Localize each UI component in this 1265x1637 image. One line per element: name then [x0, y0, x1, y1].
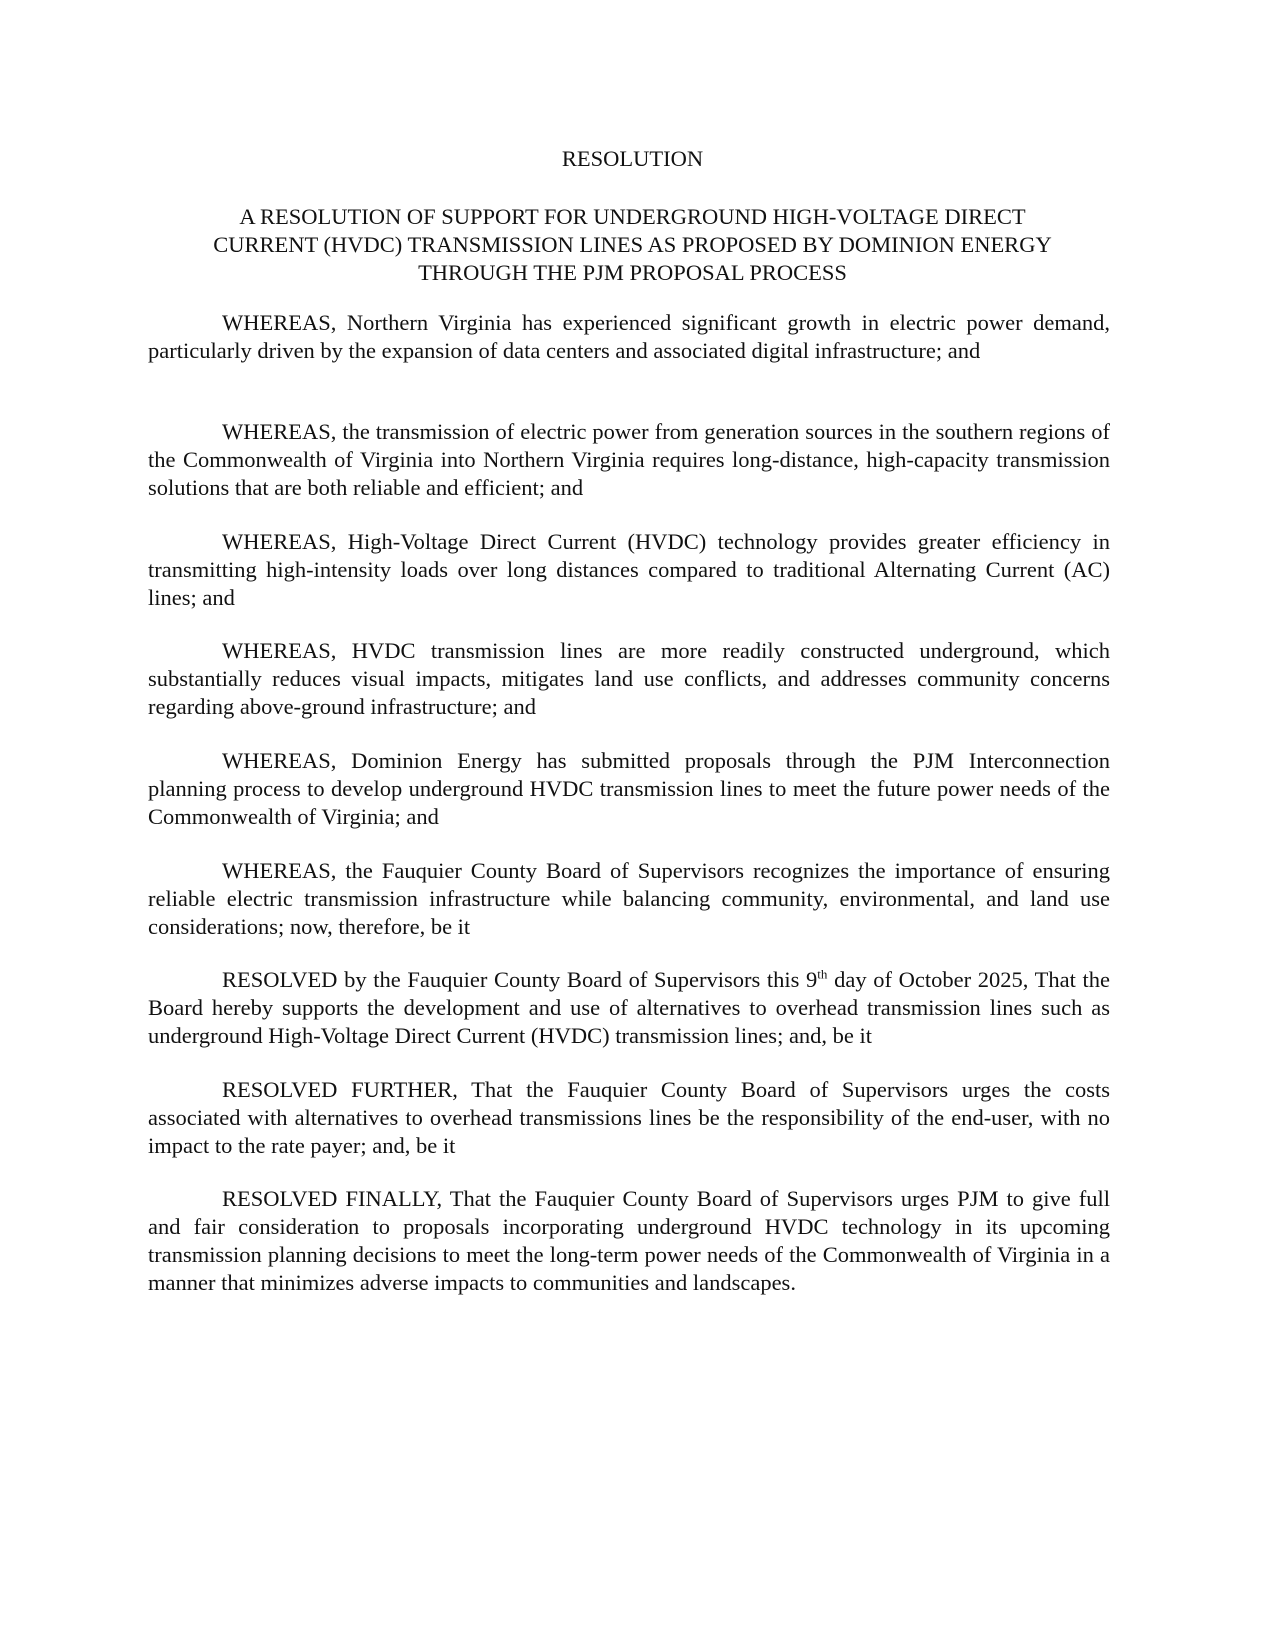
paragraph-text: That the Fauquier County Board of Supervisors urges the costs associated with alternatives to overhead transmissions lines be the responsibility of the end-user, with no impact to the rate payer; and, be it — [148, 1077, 1110, 1158]
whereas-paragraph-5 — [148, 747, 1110, 831]
resolved-paragraph — [148, 966, 1110, 1050]
document-heading: RESOLUTION — [561, 146, 704, 171]
paragraph-text: the transmission of electric power from generation sources in the southern regions of the Commonwealth of Virginia into Northern Virginia requires long-distance, high-capacity transmission solutions that are both reliable and efficient; and — [148, 419, 1110, 500]
resolution-title-line-3: THROUGH THE PJM PROPOSAL PROCESS — [418, 260, 847, 285]
paragraph-text: Northern Virginia has experienced significant growth in electric power demand, particularly driven by the expansion of data centers and associated digital infrastructure; and — [148, 310, 1110, 363]
paragraph-lead: WHEREAS, — [222, 310, 337, 335]
paragraph-lead: WHEREAS, — [222, 419, 337, 444]
resolution-title-line-1: A RESOLUTION OF SUPPORT FOR UNDERGROUND HIGH-VOLTAGE DIRECT — [239, 204, 1026, 229]
whereas-paragraph-6 — [148, 857, 1110, 941]
paragraph-text: High-Voltage Direct Current (HVDC) technology provides greater efficiency in transmitting high-intensity loads over long distances compared to traditional Alternating Current (AC) lines; and — [148, 529, 1110, 610]
whereas-paragraph-4 — [148, 637, 1110, 721]
whereas-paragraph-3 — [148, 528, 1110, 612]
paragraph-lead: RESOLVED FURTHER, — [222, 1077, 458, 1102]
paragraph-text: the Fauquier County Board of Supervisors recognizes the importance of ensuring reliable electric transmission infrastructure while balancing community, environmental, and land use considerations; now, therefore, be it — [148, 858, 1110, 939]
resolved-further-paragraph — [148, 1076, 1110, 1160]
paragraph-lead: WHEREAS, — [222, 858, 337, 883]
ordinal-suffix: th — [817, 966, 828, 982]
paragraph-lead: RESOLVED FINALLY, — [222, 1186, 443, 1211]
paragraph-text: day of October 2025, That the Board hereby supports the development and use of alternatives to overhead transmission lines such as underground High-Voltage Direct Current (HVDC) transmission lines; and, be it — [148, 967, 1110, 1048]
paragraph-text: HVDC transmission lines are more readily constructed underground, which substantially reduces visual impacts, mitigates land use conflicts, and addresses community concerns regarding above-ground infrastructure; and — [148, 638, 1110, 719]
paragraph-lead: RESOLVED by the Fauquier County Board of Supervisors this 9 — [222, 967, 818, 992]
whereas-paragraph-2 — [148, 418, 1110, 502]
paragraph-text: That the Fauquier County Board of Supervisors urges PJM to give full and fair consideration to proposals incorporating underground HVDC technology in its upcoming transmission planning decisions to meet the long-term power needs of the Commonwealth of Virginia in a manner that minimizes adverse impacts to communities and landscapes. — [148, 1186, 1110, 1295]
whereas-paragraph-1 — [148, 309, 1110, 365]
paragraph-text: Dominion Energy has submitted proposals through the PJM Interconnection planning process to develop underground HVDC transmission lines to meet the future power needs of the Commonwealth of Virginia; and — [148, 748, 1110, 829]
resolved-finally-paragraph — [148, 1185, 1110, 1297]
resolution-title-line-2: CURRENT (HVDC) TRANSMISSION LINES AS PROPOSED BY DOMINION ENERGY — [213, 232, 1052, 257]
resolution-title — [150, 203, 1115, 287]
paragraph-lead: WHEREAS, — [222, 748, 337, 773]
paragraph-lead: WHEREAS, — [222, 638, 337, 663]
paragraph-lead: WHEREAS, — [222, 529, 337, 554]
